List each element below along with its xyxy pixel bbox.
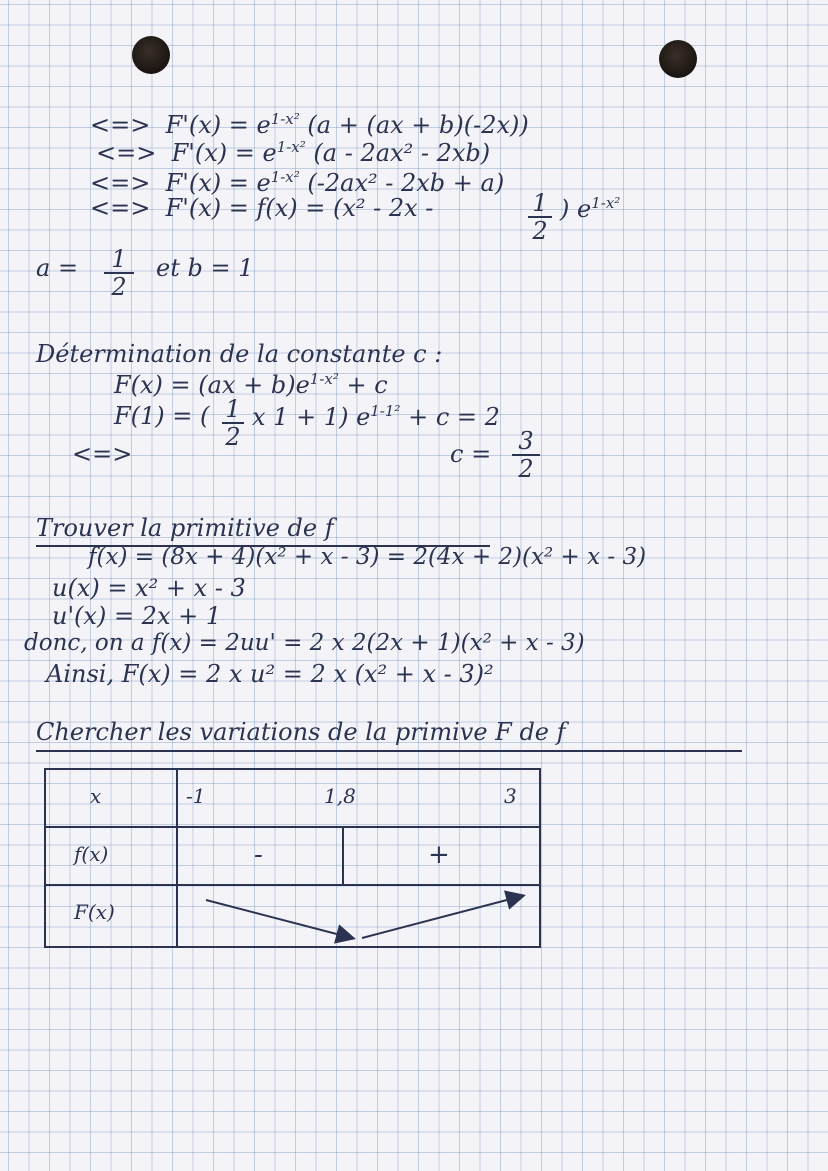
constant-line-2-start: F(1) = ( (114, 402, 210, 430)
derivation-line-2 (96, 138, 490, 167)
row-label-F: F(x) (74, 900, 115, 924)
sign-positive: + (428, 840, 450, 870)
fraction-one-half (526, 190, 554, 244)
row-label-cell (45, 827, 177, 885)
constant-rhs: + c (346, 371, 388, 399)
derivation-rhs: (-2ax² - 2xb + a) (307, 169, 505, 197)
increasing-arrow (362, 896, 522, 938)
x-value-start: -1 (186, 784, 206, 808)
equivalence-arrow: <=> (96, 139, 157, 167)
fraction-numerator: 1 (225, 395, 241, 423)
equivalence-arrow: <=> (72, 440, 133, 468)
derivation-lhs: F'(x) = f(x) = (x² - 2x - (165, 194, 434, 222)
constant-rhs: + c = 2 (408, 403, 500, 431)
constant-lhs: F(x) = (ax + b)e (114, 371, 310, 399)
x-value-critical: 1,8 (324, 784, 356, 808)
exponent: 1-x² (309, 370, 339, 388)
exponent: 1-x² (270, 110, 300, 128)
table-row-x (45, 769, 540, 827)
a-label: a = (36, 254, 79, 282)
equivalence-arrow: <=> (90, 169, 151, 197)
fraction-denominator: 2 (532, 217, 548, 245)
derivation-line-4 (90, 194, 433, 222)
b-value: et b = 1 (156, 254, 254, 282)
fraction-numerator: 1 (111, 245, 127, 273)
fraction-denominator: 2 (518, 455, 534, 483)
variations-heading: Chercher les variations de la primive F de f (36, 718, 566, 746)
derivation-rhs: ) e (560, 195, 592, 223)
derivation-lhs: F'(x) = e (165, 111, 271, 139)
variation-table (44, 768, 541, 948)
table-row-variation (45, 885, 540, 947)
exponent: 1-x² (591, 194, 621, 212)
fraction-a-value (102, 246, 136, 300)
x-value-end: 3 (504, 784, 517, 808)
exponent: 1-1² (370, 402, 401, 420)
table-row-sign (45, 827, 540, 885)
row-label-cell (45, 769, 177, 827)
derivation-lhs: F'(x) = e (171, 139, 277, 167)
fraction-numerator: 1 (532, 189, 548, 217)
equivalence-arrow: <=> (90, 111, 151, 139)
binder-hole-left (132, 36, 170, 74)
primitive-heading: Trouver la primitive de f (36, 514, 334, 542)
row-label-cell (45, 885, 177, 947)
signs-cell (177, 827, 540, 885)
fraction-numerator: 3 (518, 427, 534, 455)
derivation-line-4-tail (560, 194, 620, 223)
constant-line-1 (114, 370, 388, 399)
sign-negative: - (254, 840, 263, 870)
constant-mid: x 1 + 1) e (252, 403, 371, 431)
variation-arrows-cell (177, 885, 540, 947)
derivation-line-1 (90, 110, 529, 139)
primitive-line-3: u'(x) = 2x + 1 (52, 602, 222, 630)
c-label: c = (450, 440, 492, 468)
exponent: 1-x² (270, 168, 300, 186)
derivation-line-3 (90, 168, 504, 197)
row-label-x: x (90, 784, 102, 808)
heading-underline (36, 750, 742, 752)
derivation-rhs: (a - 2ax² - 2xb) (313, 139, 491, 167)
primitive-line-5: Ainsi, F(x) = 2 x u² = 2 x (x² + x - 3)² (46, 660, 494, 688)
equivalence-arrow: <=> (90, 194, 151, 222)
primitive-line-2: u(x) = x² + x - 3 (52, 574, 246, 602)
primitive-line-4: donc, on a f(x) = 2uu' = 2 x 2(2x + 1)(x² + x - 3) (24, 630, 585, 656)
primitive-line-1: f(x) = (8x + 4)(x² + x - 3) = 2(4x + 2)(x² + x - 3) (88, 544, 647, 570)
x-values-cell (177, 769, 540, 827)
variation-arrows (178, 886, 538, 948)
exponent: 1-x² (276, 138, 306, 156)
fraction-one-half (220, 396, 246, 450)
constant-heading: Détermination de la constante c : (36, 340, 443, 368)
constant-line-2-end (252, 402, 500, 431)
binder-hole-right (659, 40, 697, 78)
derivation-rhs: (a + (ax + b)(-2x)) (307, 111, 529, 139)
row-label-f: f(x) (74, 842, 109, 866)
sign-divider (342, 828, 344, 886)
fraction-c-value (510, 428, 542, 482)
decreasing-arrow (206, 900, 352, 938)
derivation-lhs: F'(x) = e (165, 169, 271, 197)
fraction-denominator: 2 (111, 273, 127, 301)
fraction-denominator: 2 (225, 423, 241, 451)
